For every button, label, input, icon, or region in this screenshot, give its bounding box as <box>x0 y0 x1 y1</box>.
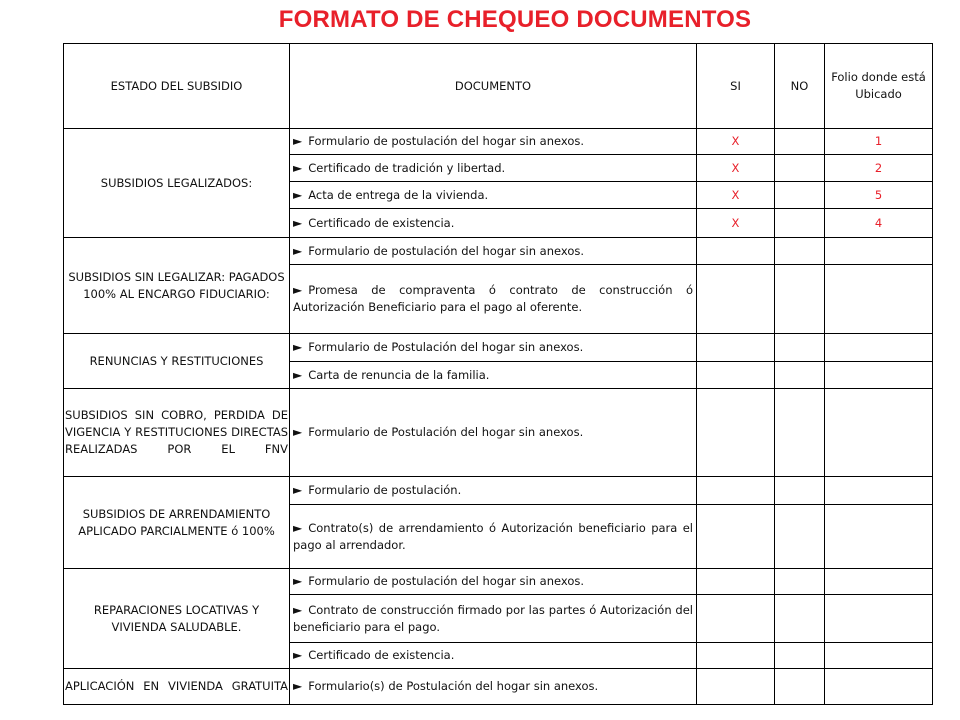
table-row <box>64 238 933 265</box>
bullet-arrow-icon: ► <box>293 602 303 617</box>
folio-cell <box>825 265 933 334</box>
document-label: Acta de entrega de la vivienda. <box>308 187 489 202</box>
no-cell <box>775 595 825 643</box>
bullet-arrow-icon: ► <box>293 243 303 258</box>
folio-cell <box>825 505 933 569</box>
document-label: Formulario de postulación del hogar sin anexos. <box>308 134 584 148</box>
si-cell <box>697 477 775 505</box>
document-cell <box>290 362 697 389</box>
bullet-arrow-icon: ► <box>293 367 303 382</box>
no-cell <box>775 362 825 389</box>
bullet-arrow-icon: ► <box>293 340 303 354</box>
document-label: Carta de renuncia de la familia. <box>308 367 490 382</box>
document-label: Contrato de construcción firmado por las partes ó Autorización del beneficiario para el pago. <box>293 602 693 634</box>
folio-cell <box>825 334 933 362</box>
si-cell <box>697 595 775 643</box>
folio-cell <box>825 669 933 705</box>
folio-cell: 4 <box>825 209 933 238</box>
folio-cell: 2 <box>825 155 933 182</box>
document-cell <box>290 595 697 643</box>
header-folio: Folio donde está Ubicado <box>825 44 933 129</box>
no-cell <box>775 569 825 595</box>
page-title: FORMATO DE CHEQUEO DOCUMENTOS <box>278 6 752 33</box>
bullet-arrow-icon: ► <box>293 520 303 535</box>
folio-cell <box>825 569 933 595</box>
document-label: Formulario de Postulación del hogar sin anexos. <box>308 425 584 439</box>
table-row <box>64 389 933 477</box>
no-cell <box>775 389 825 477</box>
document-cell <box>290 209 697 238</box>
si-cell <box>697 334 775 362</box>
no-cell <box>775 238 825 265</box>
no-cell <box>775 669 825 705</box>
no-cell <box>775 129 825 155</box>
si-cell <box>697 238 775 265</box>
no-cell <box>775 643 825 669</box>
document-cell <box>290 129 697 155</box>
estado-cell: SUBSIDIOS SIN COBRO, PERDIDA DE VIGENCIA Y RESTITUCIONES DIRECTAS REALIZADAS POR EL FNV <box>64 389 290 477</box>
si-cell <box>697 362 775 389</box>
si-cell: X <box>697 209 775 238</box>
document-label: Formulario de postulación del hogar sin anexos. <box>308 243 584 258</box>
folio-cell: 1 <box>825 129 933 155</box>
folio-cell: 5 <box>825 182 933 209</box>
si-cell <box>697 505 775 569</box>
document-label: Formulario de postulación. <box>308 483 462 497</box>
header-estado: ESTADO DEL SUBSIDIO <box>64 44 290 129</box>
document-label: Formulario(s) de Postulación del hogar sin anexos. <box>308 679 599 693</box>
no-cell <box>775 155 825 182</box>
estado-cell: SUBSIDIOS SIN LEGALIZAR: PAGADOS 100% AL ENCARGO FIDUCIARIO: <box>64 238 290 334</box>
document-cell <box>290 182 697 209</box>
si-cell: X <box>697 155 775 182</box>
si-cell <box>697 265 775 334</box>
bullet-arrow-icon: ► <box>293 187 303 202</box>
document-label: Certificado de tradición y libertad. <box>308 160 506 175</box>
no-cell <box>775 334 825 362</box>
estado-cell: APLICACIÓN EN VIVIENDA GRATUITA <box>64 669 290 705</box>
table-row <box>64 669 933 705</box>
estado-cell: REPARACIONES LOCATIVAS Y VIVIENDA SALUDABLE. <box>64 569 290 669</box>
no-cell <box>775 265 825 334</box>
si-cell <box>697 389 775 477</box>
folio-cell <box>825 362 933 389</box>
table-row <box>64 334 933 362</box>
no-cell <box>775 182 825 209</box>
folio-cell <box>825 595 933 643</box>
header-si: SI <box>697 44 775 129</box>
table-row <box>64 477 933 505</box>
table-row <box>64 569 933 595</box>
document-label: Certificado de existencia. <box>308 215 455 230</box>
document-cell <box>290 334 697 362</box>
bullet-arrow-icon: ► <box>293 134 303 148</box>
document-label: Promesa de compraventa ó contrato de construcción ó Autorización Beneficiario para el pago al oferente. <box>293 283 693 314</box>
si-cell <box>697 569 775 595</box>
estado-cell: SUBSIDIOS LEGALIZADOS: <box>64 129 290 238</box>
bullet-arrow-icon: ► <box>293 215 303 230</box>
estado-cell: SUBSIDIOS DE ARRENDAMIENTO APLICADO PARCIALMENTE ó 100% <box>64 477 290 569</box>
document-cell <box>290 155 697 182</box>
document-label: Contrato(s) de arrendamiento ó Autorización beneficiario para el pago al arrendador. <box>293 520 693 552</box>
bullet-arrow-icon: ► <box>293 574 303 588</box>
document-cell <box>290 265 697 334</box>
bullet-arrow-icon: ► <box>293 679 303 693</box>
document-cell <box>290 389 697 477</box>
document-cell <box>290 238 697 265</box>
bullet-arrow-icon: ► <box>293 483 303 497</box>
bullet-arrow-icon: ► <box>293 648 303 662</box>
table-row <box>64 129 933 155</box>
bullet-arrow-icon: ► <box>293 425 303 439</box>
document-cell <box>290 643 697 669</box>
si-cell <box>697 643 775 669</box>
header-row <box>64 44 933 129</box>
bullet-arrow-icon: ► <box>293 160 303 175</box>
document-checklist-table <box>63 43 933 705</box>
folio-cell <box>825 477 933 505</box>
header-documento: DOCUMENTO <box>290 44 697 129</box>
document-label: Formulario de Postulación del hogar sin anexos. <box>308 340 584 354</box>
no-cell <box>775 505 825 569</box>
document-cell <box>290 477 697 505</box>
no-cell <box>775 477 825 505</box>
si-cell <box>697 669 775 705</box>
document-cell <box>290 669 697 705</box>
header-no: NO <box>775 44 825 129</box>
document-label: Certificado de existencia. <box>308 648 455 662</box>
document-label: Formulario de postulación del hogar sin anexos. <box>308 574 584 588</box>
folio-cell <box>825 389 933 477</box>
document-cell <box>290 569 697 595</box>
bullet-arrow-icon: ► <box>293 283 303 297</box>
document-cell <box>290 505 697 569</box>
no-cell <box>775 209 825 238</box>
folio-cell <box>825 238 933 265</box>
si-cell: X <box>697 129 775 155</box>
estado-cell: RENUNCIAS Y RESTITUCIONES <box>64 334 290 389</box>
folio-cell <box>825 643 933 669</box>
si-cell: X <box>697 182 775 209</box>
